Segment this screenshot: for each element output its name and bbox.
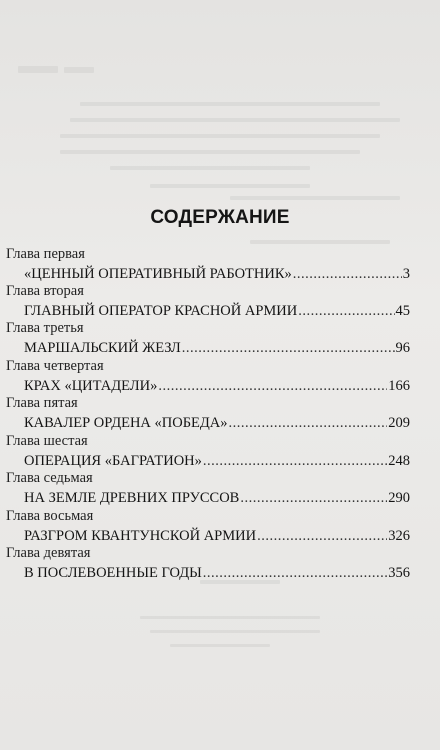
chapter-title: НА ЗЕМЛЕ ДРЕВНИХ ПРУССОВ bbox=[24, 490, 240, 506]
chapter-title-line bbox=[24, 565, 410, 582]
leader-dots bbox=[182, 340, 395, 357]
chapter-label: Глава восьмая bbox=[6, 508, 94, 524]
page-number: 290 bbox=[388, 490, 410, 506]
chapter-title: «ЦЕННЫЙ ОПЕРАТИВНЫЙ РАБОТНИК» bbox=[24, 266, 292, 282]
show-through-mark bbox=[60, 150, 360, 154]
show-through-mark bbox=[70, 118, 400, 122]
chapter-label: Глава пятая bbox=[6, 395, 78, 411]
page-number: 209 bbox=[388, 415, 410, 431]
chapter-title: КРАХ «ЦИТАДЕЛИ» bbox=[24, 378, 158, 394]
chapter-label: Глава вторая bbox=[6, 283, 84, 299]
chapter-title-line bbox=[24, 303, 410, 320]
show-through-mark bbox=[80, 102, 380, 106]
chapter-title: МАРШАЛЬСКИЙ ЖЕЗЛ bbox=[24, 340, 181, 356]
chapter-title: КАВАЛЕР ОРДЕНА «ПОБЕДА» bbox=[24, 415, 228, 431]
page-number: 3 bbox=[402, 266, 410, 282]
show-through-mark bbox=[64, 67, 94, 73]
show-through-mark bbox=[230, 196, 400, 200]
chapter-title: ОПЕРАЦИЯ «БАГРАТИОН» bbox=[24, 453, 202, 469]
chapter-label: Глава третья bbox=[6, 320, 84, 336]
leader-dots bbox=[203, 453, 387, 470]
leader-dots bbox=[229, 415, 388, 432]
chapter-title: РАЗГРОМ КВАНТУНСКОЙ АРМИИ bbox=[24, 528, 257, 544]
show-through-mark bbox=[18, 66, 58, 73]
chapter-title: В ПОСЛЕВОЕННЫЕ ГОДЫ bbox=[24, 565, 202, 581]
chapter-label: Глава седьмая bbox=[6, 470, 93, 486]
chapter-label: Глава шестая bbox=[6, 433, 88, 449]
chapter-title-line bbox=[24, 453, 410, 470]
show-through-mark bbox=[60, 134, 380, 138]
chapter-label: Глава первая bbox=[6, 246, 85, 262]
leader-dots bbox=[293, 266, 402, 283]
show-through-mark bbox=[250, 240, 390, 244]
chapter-title-line bbox=[24, 378, 410, 395]
show-through-mark bbox=[150, 630, 320, 633]
chapter-label: Глава четвертая bbox=[6, 358, 104, 374]
chapter-title: ГЛАВНЫЙ ОПЕРАТОР КРАСНОЙ АРМИИ bbox=[24, 303, 298, 319]
page-number: 356 bbox=[388, 565, 410, 581]
leader-dots bbox=[298, 303, 394, 320]
leader-dots bbox=[203, 565, 387, 582]
chapter-label: Глава девятая bbox=[6, 545, 91, 561]
show-through-mark bbox=[110, 166, 310, 170]
leader-dots bbox=[240, 490, 387, 507]
page-number: 326 bbox=[388, 528, 410, 544]
show-through-mark bbox=[150, 184, 310, 188]
leader-dots bbox=[158, 378, 387, 395]
chapter-title-line bbox=[24, 340, 410, 357]
page-number: 248 bbox=[388, 453, 410, 469]
page-number: 45 bbox=[395, 303, 410, 319]
show-through-mark bbox=[140, 616, 320, 619]
page-number: 96 bbox=[395, 340, 410, 356]
chapter-title-line bbox=[24, 528, 410, 545]
show-through-mark bbox=[170, 644, 270, 647]
page-number: 166 bbox=[388, 378, 410, 394]
leader-dots bbox=[257, 528, 387, 545]
chapter-title-line bbox=[24, 415, 410, 432]
chapter-title-line bbox=[24, 266, 410, 283]
chapter-title-line bbox=[24, 490, 410, 507]
toc-heading: СОДЕРЖАНИЕ bbox=[150, 207, 290, 228]
